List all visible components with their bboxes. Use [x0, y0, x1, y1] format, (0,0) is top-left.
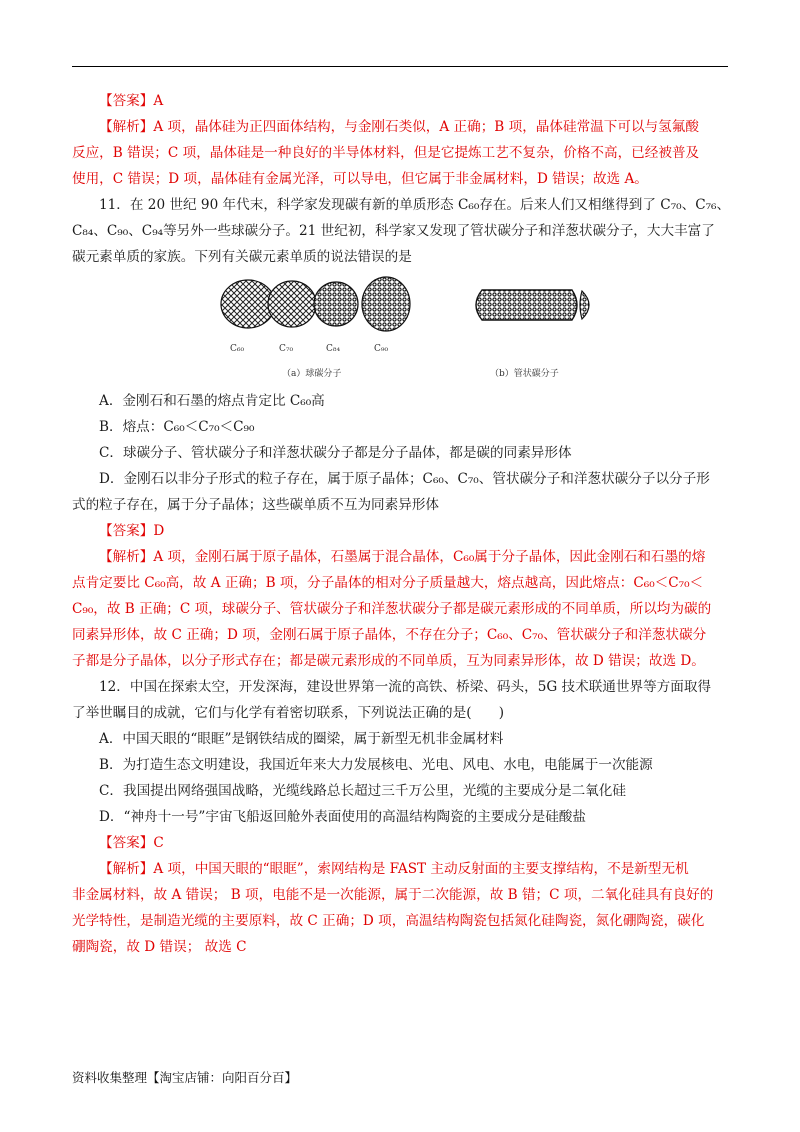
q12-option-b: B．为打造生态文明建设，我国近年来大力发展核电、光电、风电、水电，电能属于一次能源	[99, 757, 653, 773]
q12-answer: 【答案】C	[99, 835, 164, 851]
q10-analysis-line: 使用，C 错误；D 项，晶体硅有金属光泽，可以导电，但它属于非金属材料，D 错误；故选 A。	[72, 171, 648, 187]
q12-analysis-line: 光学特性，是制造光缆的主要原料，故 C 正确；D 项，高温结构陶瓷包括氮化硅陶瓷，氮化硼陶瓷，碳化	[72, 913, 705, 929]
page-content	[72, 88, 731, 960]
q11-analysis-line: 同素异形体，故 C 正确；D 项，金刚石属于原子晶体，不存在分子；C₆₀、C₇₀、管状碳分子和洋葱状碳分	[72, 627, 707, 643]
q11-stem-line: C₈₄、C₉₀、C₉₄等另外一些球碳分子。21 世纪初，科学家又发现了管状碳分子和洋葱状碳分子，大大丰富了	[72, 223, 715, 239]
q11-analysis-line: 【解析】A 项，金刚石属于原子晶体，石墨属于混合晶体，C₆₀属于分子晶体，因此金刚石和石墨的熔	[99, 549, 706, 565]
carbon-figure-svg	[72, 272, 728, 382]
caption-ball-carbon: （a）球碳分子	[282, 369, 342, 379]
q12-stem-line: 了举世瞩目的成就，它们与化学有着密切联系，下列说法正确的是( )	[72, 705, 505, 721]
q11-stem-line: 11．在 20 世纪 90 年代末，科学家发现碳有新的单质形态 C₆₀存在。后来人们又相继得到了 C₇₀、C₇₆、	[99, 197, 731, 213]
q12-option-a: A．中国天眼的“眼眶”是钢铁结成的圈梁，属于新型无机非金属材料	[99, 731, 504, 747]
q11-option-d-cont: 式的粒子存在，属于分子晶体；这些碳单质不互为同素异形体	[72, 497, 440, 513]
q11-answer: 【答案】D	[99, 523, 165, 539]
q12-option-d: D．“神舟十一号”宇宙飞船返回舱外表面使用的高温结构陶瓷的主要成分是硅酸盐	[99, 809, 586, 825]
q12-analysis-line: 【解析】A 项，中国天眼的“眼眶”，索网结构是 FAST 主动反射面的主要支撑结构，不是新型无机	[99, 861, 689, 877]
nanotube-cap-icon	[580, 291, 589, 319]
q11-analysis-line: 点肯定要比 C₆₀高，故 A 正确；B 项，分子晶体的相对分子质量越大，熔点越高，因此熔点：C₆₀＜C₇₀＜	[72, 575, 704, 591]
q11-analysis-line: C₉₀，故 B 正确；C 项，球碳分子、管状碳分子和洋葱状碳分子都是碳元素形成的不同单质，所以均为碳的	[72, 601, 712, 617]
carbon-molecules-figure	[72, 272, 728, 382]
caption-tube-carbon: （b）管状碳分子	[490, 369, 559, 379]
q11-option-a: A．金刚石和石墨的熔点肯定比 C₆₀高	[99, 393, 325, 409]
header-rule	[72, 66, 728, 67]
q12-analysis-line: 硼陶瓷，故 D 错误； 故选 C	[72, 939, 247, 955]
q11-stem-line: 碳元素单质的家族。下列有关碳元素单质的说法错误的是	[72, 249, 412, 265]
q12-stem-line: 12．中国在探索太空，开发深海，建设世界第一流的高铁、桥梁、码头，5G 技术联通世界等方面取得	[99, 679, 712, 695]
ball-label-c84: C₈₄	[326, 344, 341, 354]
c84-ball-icon	[314, 282, 358, 326]
ball-label-c90: C₉₀	[374, 344, 389, 354]
c60-ball-icon	[221, 280, 275, 328]
q12-analysis-line: 非金属材料，故 A 错误； B 项，电能不是一次能源，属于二次能源，故 B 错；C 项，二氧化硅具有良好的	[72, 887, 714, 903]
nanotube-icon	[476, 290, 577, 320]
q11-analysis-line: 子都是分子晶体，以分子形式存在；都是碳元素形成的不同单质，互为同素异形体，故 D 错误；故选 D。	[72, 653, 705, 669]
q11-option-d: D．金刚石以非分子形式的粒子存在，属于原子晶体；C₆₀、C₇₀、管状碳分子和洋葱状碳分子以分子形	[99, 471, 710, 487]
q10-analysis-line: 【解析】A 项，晶体硅为正四面体结构，与金刚石类似，A 正确；B 项，晶体硅常温下可以与氢氟酸	[99, 119, 699, 135]
q11-option-b: B．熔点：C₆₀＜C₇₀＜C₉₀	[99, 419, 255, 435]
q10-answer: 【答案】A	[99, 93, 164, 109]
ball-label-c60: C₆₀	[230, 344, 245, 354]
q11-option-c: C．球碳分子、管状碳分子和洋葱状碳分子都是分子晶体，都是碳的同素异形体	[99, 445, 572, 461]
q12-option-c: C．我国提出网络强国战略，光缆线路总长超过三千万公里，光缆的主要成分是二氧化硅	[99, 783, 626, 799]
page-footer: 资料收集整理【淘宝店铺：向阳百分百】	[72, 1070, 298, 1085]
c70-ball-icon	[268, 281, 316, 327]
c90-ball-icon	[362, 277, 410, 331]
q10-analysis-line: 反应，B 错误；C 项，晶体硅是一种良好的半导体材料，但是它提炼工艺不复杂，价格不高，已经被普及	[72, 145, 700, 161]
ball-label-c70: C₇₀	[279, 344, 294, 354]
